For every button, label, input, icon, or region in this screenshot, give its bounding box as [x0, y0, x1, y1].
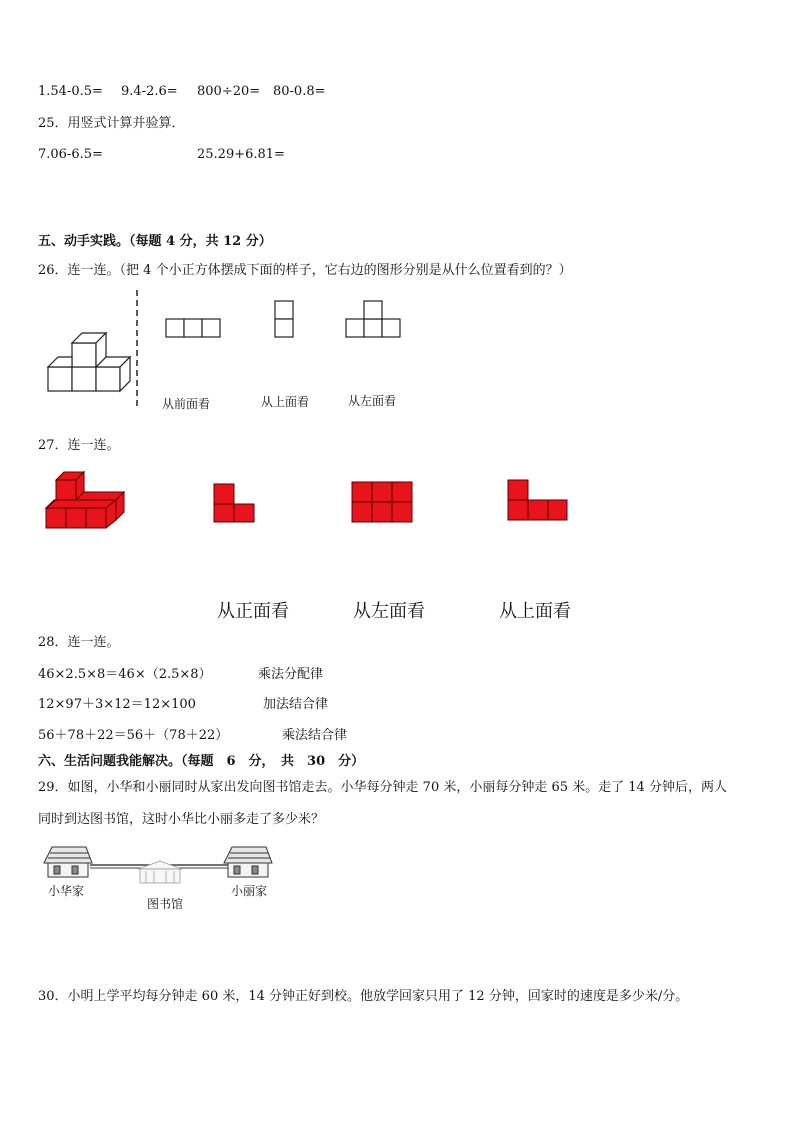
- view-two-stacked: [275, 301, 293, 337]
- q29-line-1: 29．如图，小华和小丽同时从家出发向图书馆走去。小华每分钟走 70 米，小丽每分钟走 65 米。走了 14 分钟后，两人: [38, 780, 727, 795]
- red-cube-stack-3d: [46, 472, 124, 528]
- house-icon: [44, 847, 92, 877]
- q25-title: 25．用竖式计算并验算．: [38, 116, 185, 131]
- expr-2: 9.4-2.6=: [121, 84, 178, 99]
- q27-title: 27．连一连。: [38, 438, 120, 453]
- q28-expr-3: 56＋78＋22＝56＋（78＋22）: [38, 728, 229, 743]
- section6-title: 六、生活问题我能解决。（每题 6 分， 共 30 分）: [38, 754, 365, 769]
- q29-label-xiaohua-home: 小华家: [48, 884, 85, 898]
- q27-label-front: 从正面看: [217, 601, 289, 622]
- expr-4: 80-0.8=: [273, 84, 326, 99]
- q28-law-2: 加法结合律: [263, 697, 329, 712]
- q29-label-xiaoli-home: 小丽家: [231, 884, 268, 898]
- q26-label-left: 从左面看: [348, 394, 397, 408]
- q26-label-top: 从上面看: [261, 395, 310, 409]
- view-t-shape: [346, 301, 400, 337]
- house-icon: [224, 847, 272, 877]
- q28-title: 28．连一连。: [38, 635, 120, 650]
- red-3x2-grid: [352, 482, 412, 522]
- q28-expr-2: 12×97＋3×12＝12×100: [38, 697, 196, 712]
- q26-label-front: 从前面看: [162, 397, 211, 411]
- q27-figure: [44, 466, 584, 536]
- q29-label-library: 图书馆: [147, 897, 184, 911]
- red-step-shape: [508, 480, 567, 520]
- cube-stack-3d: [48, 333, 130, 391]
- q28-law-3: 乘法结合律: [282, 728, 348, 743]
- q27-label-left: 从左面看: [353, 601, 425, 622]
- q25-item-2: 25.29+6.81=: [197, 147, 285, 162]
- q29-line-2: 同时到达图书馆，这时小华比小丽多走了多少米？: [38, 812, 325, 827]
- q28-law-1: 乘法分配律: [258, 667, 324, 682]
- q30-text: 30．小明上学平均每分钟走 60 米，14 分钟正好到校。他放学回家只用了 12 分钟，回家时的速度是多少米/分。: [38, 989, 689, 1004]
- expr-3: 800÷20=: [197, 84, 261, 99]
- q25-item-1: 7.06-6.5=: [38, 147, 103, 162]
- section5-title: 五、动手实践。（每题 4 分，共 12 分）: [38, 234, 272, 249]
- q28-expr-1: 46×2.5×8＝46×（2.5×8）: [38, 667, 212, 682]
- expr-1: 1.54-0.5=: [38, 84, 103, 99]
- q26-title: 26．连一连。（把 4 个小正方体摆成下面的样子，它右边的图形分别是从什么位置看到的？）: [38, 263, 572, 278]
- q27-label-top: 从上面看: [499, 601, 571, 622]
- view-three-in-row: [166, 319, 220, 337]
- red-l-shape: [214, 484, 254, 522]
